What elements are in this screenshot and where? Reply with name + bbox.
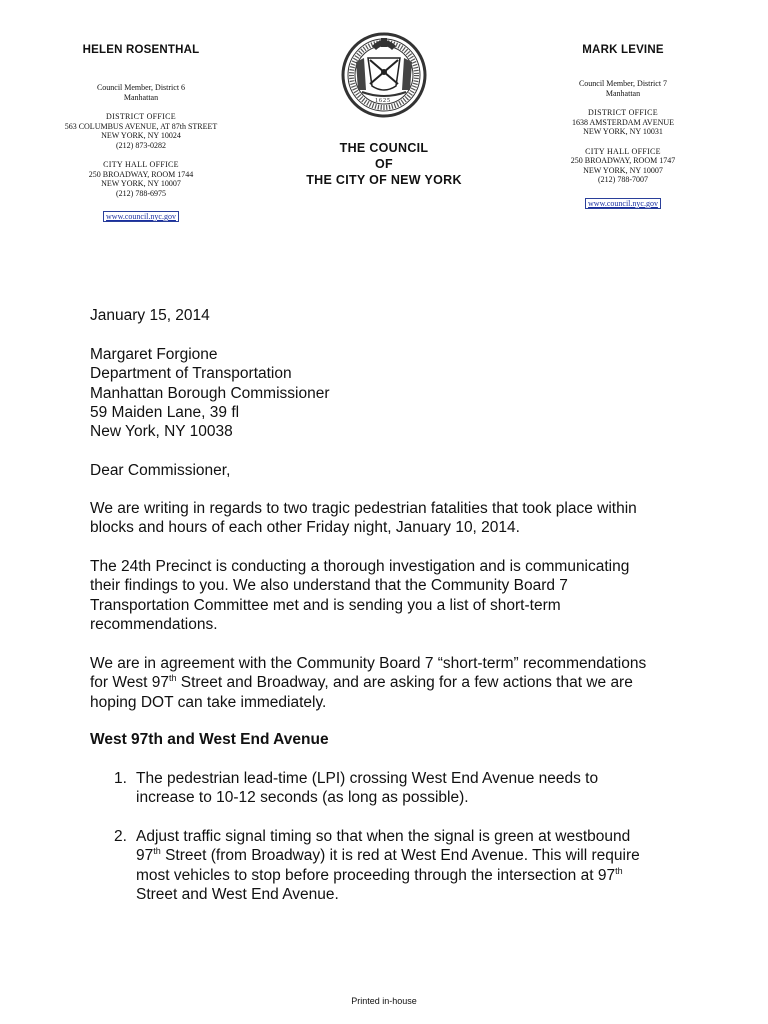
right-member-name: MARK LEVINE: [582, 44, 664, 56]
paragraph-2-line: their findings to you. We also understand that the Community Board 7: [90, 577, 568, 595]
list-line: increase to 10-12 seconds (as long as possible).: [136, 789, 469, 807]
right-district-city: NEW YORK, NY 10031: [583, 127, 663, 136]
paragraph-1-line: blocks and hours of each other Friday night, January 10, 2014.: [90, 519, 520, 537]
left-district-city: NEW YORK, NY 10024: [101, 131, 181, 140]
paragraph-3-line: hoping DOT can take immediately.: [90, 693, 327, 711]
salutation: Dear Commissioner,: [90, 462, 231, 479]
paragraph-3-line: We are in agreement with the Community Board 7 “short-term” recommendations: [90, 655, 647, 672]
recipient-department: Department of Transportation: [90, 365, 292, 383]
left-city-hall-label: CITY HALL OFFICE: [103, 160, 179, 169]
list-item-2: [114, 827, 714, 907]
list-item-1: [114, 769, 714, 809]
list-line: The pedestrian lead-time (LPI) crossing West End Avenue needs to: [136, 770, 599, 787]
left-member-role: Council Member, District 6: [96, 83, 186, 92]
footer-printed-label: Printed in-house: [351, 996, 417, 1006]
list-text-part: 97: [136, 847, 154, 865]
list-line: Street and West End Avenue.: [136, 885, 339, 903]
left-district-address: 563 COLUMBUS AVENUE, AT 87th STREET: [64, 121, 218, 131]
paragraph-1: [90, 499, 700, 538]
recipient-title: Manhattan Borough Commissioner: [90, 384, 330, 402]
right-city-hall-city: NEW YORK, NY 10007: [583, 165, 663, 175]
right-district-office-label: DISTRICT OFFICE: [588, 108, 658, 117]
paragraph-1-line: We are writing in regards to two tragic pedestrian fatalities that took place within: [90, 500, 637, 517]
letter-date: January 15, 2014: [90, 307, 210, 324]
list-line: Adjust traffic signal timing so that when the signal is green at westbound: [136, 828, 631, 845]
left-member-block: [48, 44, 234, 224]
left-member-borough: Manhattan: [123, 92, 159, 102]
paragraph-3-text: Street and Broadway, and are asking for a few actions that we are: [176, 674, 633, 692]
list-number: 1.: [114, 770, 127, 787]
recipient-city: New York, NY 10038: [90, 423, 233, 441]
paragraph-3-text: for West 97: [90, 674, 169, 692]
section-heading: West 97th and West End Avenue: [90, 731, 329, 748]
list-text-part: Street (from Broadway) it is red at West End Avenue. This will require: [160, 847, 640, 865]
paragraph-2-line: Transportation Committee met and is sending you a list of short-term: [90, 596, 561, 614]
list-line: [136, 866, 696, 885]
paragraph-3-line: [90, 673, 700, 692]
right-city-hall-address: 250 BROADWAY, ROOM 1747: [570, 156, 676, 165]
council-title: [270, 140, 498, 188]
city-seal-icon: [332, 28, 436, 118]
list-text: [136, 827, 696, 904]
council-title-line2: OF: [375, 157, 393, 171]
left-member-name: HELEN ROSENTHAL: [82, 44, 200, 56]
right-city-hall-label: CITY HALL OFFICE: [585, 146, 661, 156]
left-city-hall-phone: (212) 788-6975: [116, 188, 166, 198]
ordinal-suffix: th: [615, 865, 623, 876]
list-line: [136, 846, 696, 865]
list-text-part: most vehicles to stop before proceeding through the intersection at 97: [136, 866, 616, 884]
list-number: 2.: [114, 828, 127, 845]
left-city-hall-city: NEW YORK, NY 10007: [101, 179, 181, 188]
council-title-line1: THE COUNCIL: [339, 141, 429, 155]
right-city-hall-phone: (212) 788-7007: [598, 175, 648, 184]
paragraph-2-line: recommendations.: [90, 615, 218, 633]
left-district-phone: (212) 873-0282: [116, 140, 166, 150]
ordinal-suffix: th: [153, 846, 161, 857]
left-city-hall-address: 250 BROADWAY, ROOM 1744: [88, 169, 194, 179]
right-district-address: 1638 AMSTERDAM AVENUE: [571, 117, 675, 127]
left-district-office-label: DISTRICT OFFICE: [106, 112, 176, 121]
right-member-block: [540, 44, 706, 211]
seal-year: 1625: [375, 98, 391, 104]
paragraph-2-line: The 24th Precinct is conducting a thorough investigation and is communicating: [90, 558, 630, 575]
list-text: [136, 769, 696, 808]
paragraph-3: [90, 654, 700, 712]
left-website-link[interactable]: www.council.nyc.gov: [103, 211, 179, 222]
right-member-borough: Manhattan: [605, 88, 641, 98]
recipient-name: Margaret Forgione: [90, 346, 218, 363]
paragraph-2: [90, 557, 700, 634]
city-seal: [332, 28, 436, 118]
right-website-link[interactable]: www.council.nyc.gov: [585, 198, 661, 209]
council-title-line3: THE CITY OF NEW YORK: [306, 173, 462, 187]
right-member-role: Council Member, District 7: [578, 79, 668, 88]
recipient-street: 59 Maiden Lane, 39 fl: [90, 403, 240, 421]
recipient-block: [90, 345, 700, 441]
ordinal-suffix: th: [168, 673, 177, 684]
